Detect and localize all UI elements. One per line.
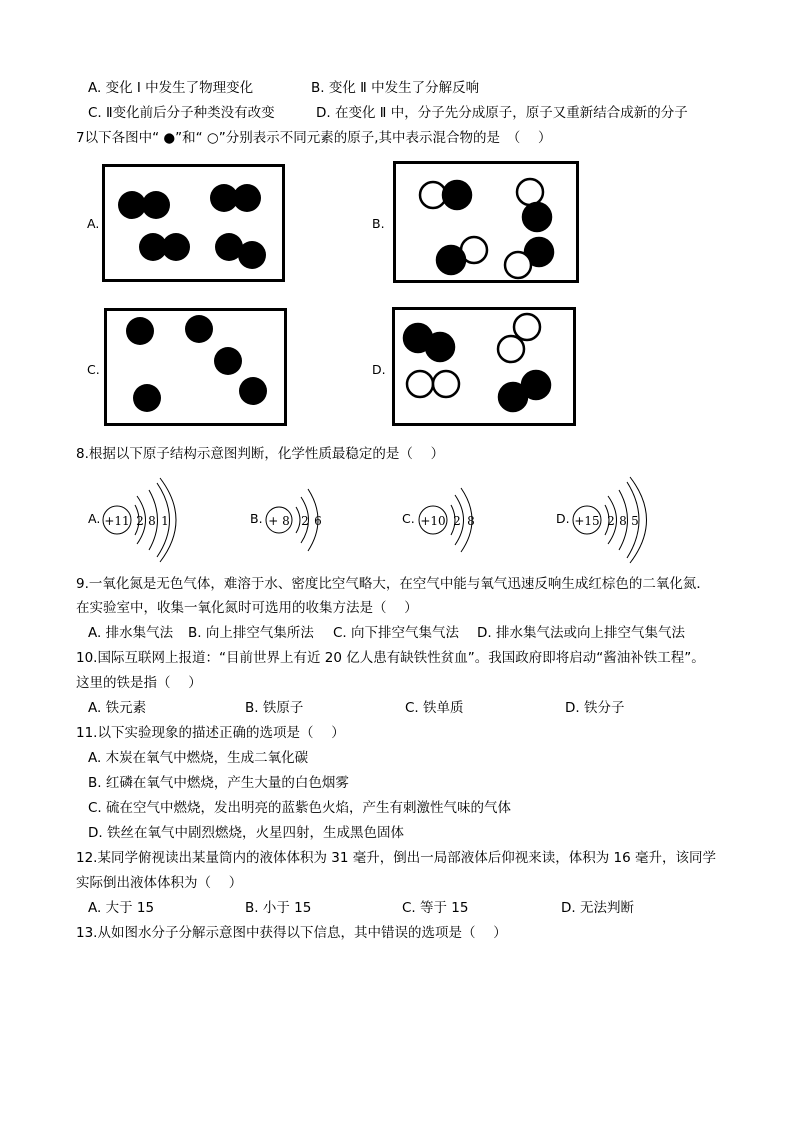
q9-option-a: A. 排水集气法 xyxy=(88,625,174,641)
q6-option-c: C. Ⅱ变化前后分子种类没有改变 xyxy=(88,105,275,121)
q11-stem: 11.以下实验现象的描述正确的选项是（ ） xyxy=(76,725,345,741)
q8-label-c: C. xyxy=(402,511,415,526)
shell-count: 6 xyxy=(314,514,322,528)
q7-label-c: C. xyxy=(87,362,100,377)
q9-option-c: C. 向下排空气集气法 xyxy=(333,625,460,641)
q7-stem: 7以下各图中“ ●”和“ ○”分别表示不同元素的原子,其中表示混合物的是 （ ） xyxy=(76,130,552,146)
q6-option-b: B. 变化 Ⅱ 中发生了分解反响 xyxy=(311,80,480,96)
atom-diagram-b xyxy=(264,485,334,557)
q6-option-d: D. 在变化 Ⅱ 中，分子先分成原子，原子又重新结合成新的分子 xyxy=(316,105,688,121)
q12-option-b: B. 小于 15 xyxy=(245,900,312,916)
shell-count: 2 xyxy=(453,514,461,528)
q10-option-b: B. 铁原子 xyxy=(245,700,304,716)
q6-option-a: A. 变化 Ⅰ 中发生了物理变化 xyxy=(88,80,254,96)
q8-label-a: A. xyxy=(88,511,101,526)
q9-stem-line1: 9.一氧化氮是无色气体，难溶于水、密度比空气略大，在空气中能与氧气迅速反响生成红棕色的二氧化氮． xyxy=(76,576,710,592)
q11-option-c: C. 硫在空气中燃烧，发出明亮的蓝紫色火焰，产生有刺激性气味的气体 xyxy=(88,800,512,816)
nucleus-charge-b: + 8 xyxy=(268,514,290,528)
atom-diagram-c xyxy=(417,485,487,557)
particles-d xyxy=(395,310,579,429)
q12-stem-line2: 实际倒出液体体积为（ ） xyxy=(76,875,243,891)
q10-option-a: A. 铁元素 xyxy=(88,700,147,716)
shell-count: 8 xyxy=(148,514,156,528)
shell-count: 2 xyxy=(607,514,615,528)
q7-diagram-d xyxy=(392,307,576,426)
particles-a xyxy=(105,167,288,285)
q11-option-b: B. 红磷在氧气中燃烧，产生大量的白色烟雾 xyxy=(88,775,349,791)
q10-option-c: C. 铁单质 xyxy=(405,700,464,716)
q10-stem-line2: 这里的铁是指（ ） xyxy=(76,675,202,691)
atom-diagram-d xyxy=(571,474,661,566)
q11-option-d: D. 铁丝在氧气中剧烈燃烧，火星四射，生成黑色固体 xyxy=(88,825,404,841)
particles-b xyxy=(396,164,582,286)
q12-stem-line1: 12.某同学俯视读出某量筒内的液体体积为 31 毫升，倒出一局部液体后仰视来读，体积为 16 毫升，该同学 xyxy=(76,850,716,866)
shell-count: 5 xyxy=(631,514,639,528)
q8-label-d: D. xyxy=(556,511,570,526)
nucleus-charge-d: +15 xyxy=(574,514,600,528)
q10-option-d: D. 铁分子 xyxy=(565,700,625,716)
q7-label-b: B. xyxy=(372,216,385,231)
q9-option-b: B. 向上排空气集所法 xyxy=(188,625,314,641)
q9-option-d: D. 排水集气法或向上排空气集气法 xyxy=(477,625,685,641)
q8-label-b: B. xyxy=(250,511,263,526)
q8-stem: 8.根据以下原子结构示意图判断，化学性质最稳定的是（ ） xyxy=(76,446,445,462)
nucleus-charge-a: +11 xyxy=(104,514,130,528)
nucleus-charge-c: +10 xyxy=(420,514,446,528)
q7-label-a: A. xyxy=(87,216,100,231)
q13-stem: 13.从如图水分子分解示意图中获得以下信息，其中错误的选项是（ ） xyxy=(76,925,507,941)
q12-option-d: D. 无法判断 xyxy=(561,900,634,916)
atom-diagram-a xyxy=(100,474,190,566)
q7-diagram-b xyxy=(393,161,579,283)
shell-count: 8 xyxy=(619,514,627,528)
shell-count: 2 xyxy=(136,514,144,528)
q12-option-a: A. 大于 15 xyxy=(88,900,155,916)
shell-count: 8 xyxy=(467,514,475,528)
q10-stem-line1: 10.国际互联网上报道：“目前世界上有近 20 亿人患有缺铁性贫血”。我国政府即将启动“酱油补铁工程”。 xyxy=(76,650,705,666)
q7-label-d: D. xyxy=(372,362,386,377)
particles-c xyxy=(107,311,290,429)
q12-option-c: C. 等于 15 xyxy=(402,900,469,916)
shell-count: 2 xyxy=(301,514,309,528)
q11-option-a: A. 木炭在氧气中燃烧，生成二氧化碳 xyxy=(88,750,309,766)
q9-stem-line2: 在实验室中，收集一氧化氮时可选用的收集方法是（ ） xyxy=(76,600,418,616)
q7-diagram-a xyxy=(102,164,285,282)
shell-count: 1 xyxy=(161,514,169,528)
q7-diagram-c xyxy=(104,308,287,426)
